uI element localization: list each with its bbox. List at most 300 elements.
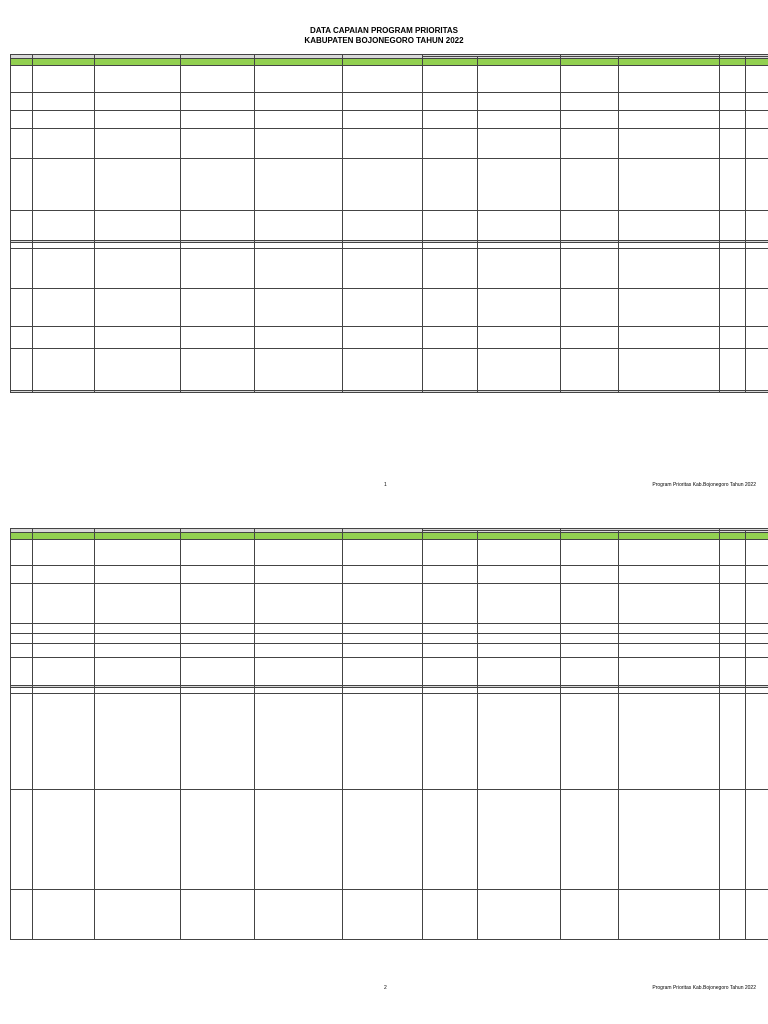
row-kegiatan: [255, 93, 343, 111]
row-kegiatan: [255, 159, 343, 211]
row-prioritas: [95, 129, 181, 159]
row-program: [181, 349, 255, 391]
row-realisasi-volume: [561, 644, 619, 658]
row-realisasi-anggaran: [619, 93, 720, 111]
column-number: [343, 533, 423, 540]
row-program: [181, 694, 255, 790]
row-capaian-anggaran: [746, 658, 768, 686]
row-target-volume: [423, 890, 478, 940]
row-number: [11, 694, 33, 790]
row-capaian-anggaran: [746, 790, 768, 890]
column-number: [11, 533, 33, 540]
subtotal-empty: [11, 391, 33, 393]
column-number: [255, 533, 343, 540]
row-realisasi-anggaran: [619, 349, 720, 391]
column-number: [343, 59, 423, 66]
row-kegiatan: [255, 327, 343, 349]
row-realisasi-anggaran: [619, 249, 720, 289]
row-number: [11, 349, 33, 391]
row-target-volume: [423, 634, 478, 644]
row-opd: [33, 327, 95, 349]
row-realisasi-anggaran: [619, 890, 720, 940]
subtotal-empty: [343, 391, 423, 393]
row-sub-kegiatan: [343, 211, 423, 241]
row-target-anggaran: [478, 111, 561, 129]
row-capaian-kinerja: [720, 566, 746, 584]
table-row: [11, 211, 768, 241]
row-capaian-kinerja: [720, 624, 746, 634]
row-target-anggaran: [478, 890, 561, 940]
subtotal-realisasi-anggaran: [619, 391, 720, 393]
row-prioritas: [95, 634, 181, 644]
row-number: [11, 790, 33, 890]
row-program: [181, 658, 255, 686]
row-opd: [33, 890, 95, 940]
row-target-volume: [423, 540, 478, 566]
row-sub-kegiatan: [343, 540, 423, 566]
column-number: [423, 59, 478, 66]
row-realisasi-volume: [561, 634, 619, 644]
row-program: [181, 93, 255, 111]
row-target-anggaran: [478, 93, 561, 111]
row-opd: [33, 634, 95, 644]
row-target-anggaran: [478, 694, 561, 790]
row-prioritas: [95, 644, 181, 658]
row-sub-kegiatan: [343, 634, 423, 644]
column-number: [181, 533, 255, 540]
row-number: [11, 540, 33, 566]
row-prioritas: [95, 211, 181, 241]
row-sub-kegiatan: [343, 658, 423, 686]
row-capaian-kinerja: [720, 129, 746, 159]
row-realisasi-anggaran: [619, 584, 720, 624]
row-realisasi-anggaran: [619, 129, 720, 159]
page-number: 2: [384, 985, 387, 991]
column-number: [746, 59, 768, 66]
row-program: [181, 890, 255, 940]
row-capaian-anggaran: [746, 624, 768, 634]
table-row: [11, 658, 768, 686]
row-opd: [33, 644, 95, 658]
table-row: [11, 289, 768, 327]
row-capaian-anggaran: [746, 129, 768, 159]
row-opd: [33, 159, 95, 211]
row-number: [11, 890, 33, 940]
row-target-anggaran: [478, 584, 561, 624]
row-capaian-kinerja: [720, 289, 746, 327]
row-target-anggaran: [478, 624, 561, 634]
row-opd: [33, 129, 95, 159]
row-program: [181, 211, 255, 241]
row-kegiatan: [255, 658, 343, 686]
row-target-volume: [423, 66, 478, 93]
row-capaian-kinerja: [720, 249, 746, 289]
row-target-anggaran: [478, 159, 561, 211]
row-realisasi-volume: [561, 890, 619, 940]
row-program: [181, 289, 255, 327]
row-kegiatan: [255, 129, 343, 159]
column-number: [619, 533, 720, 540]
row-realisasi-anggaran: [619, 790, 720, 890]
row-program: [181, 624, 255, 634]
row-capaian-anggaran: [746, 644, 768, 658]
row-realisasi-volume: [561, 694, 619, 790]
table-row: [11, 694, 768, 790]
row-prioritas: [95, 566, 181, 584]
column-number: [181, 59, 255, 66]
table-row: [11, 584, 768, 624]
column-number: [720, 533, 746, 540]
row-opd: [33, 66, 95, 93]
row-target-anggaran: [478, 211, 561, 241]
row-program: [181, 327, 255, 349]
row-realisasi-volume: [561, 349, 619, 391]
row-program: [181, 566, 255, 584]
row-realisasi-volume: [561, 540, 619, 566]
row-opd: [33, 624, 95, 634]
row-realisasi-volume: [561, 211, 619, 241]
row-program: [181, 634, 255, 644]
row-opd: [33, 694, 95, 790]
row-target-anggaran: [478, 566, 561, 584]
row-target-volume: [423, 327, 478, 349]
row-target-volume: [423, 694, 478, 790]
row-target-anggaran: [478, 634, 561, 644]
row-realisasi-volume: [561, 289, 619, 327]
row-capaian-anggaran: [746, 211, 768, 241]
subtotal-empty: [95, 391, 181, 393]
row-realisasi-anggaran: [619, 327, 720, 349]
row-target-volume: [423, 93, 478, 111]
row-opd: [33, 349, 95, 391]
table-row: [11, 66, 768, 93]
row-realisasi-volume: [561, 566, 619, 584]
table-row: [11, 540, 768, 566]
row-realisasi-volume: [561, 93, 619, 111]
row-opd: [33, 584, 95, 624]
row-target-anggaran: [478, 129, 561, 159]
row-target-anggaran: [478, 540, 561, 566]
row-target-anggaran: [478, 349, 561, 391]
subtotal-empty: [561, 391, 619, 393]
row-prioritas: [95, 658, 181, 686]
row-sub-kegiatan: [343, 584, 423, 624]
row-sub-kegiatan: [343, 159, 423, 211]
row-number: [11, 658, 33, 686]
row-capaian-anggaran: [746, 566, 768, 584]
row-target-volume: [423, 658, 478, 686]
row-sub-kegiatan: [343, 694, 423, 790]
row-number: [11, 624, 33, 634]
row-target-anggaran: [478, 66, 561, 93]
row-realisasi-volume: [561, 66, 619, 93]
row-realisasi-volume: [561, 111, 619, 129]
row-program: [181, 790, 255, 890]
row-realisasi-anggaran: [619, 658, 720, 686]
row-sub-kegiatan: [343, 249, 423, 289]
row-prioritas: [95, 66, 181, 93]
row-program: [181, 249, 255, 289]
row-number: [11, 566, 33, 584]
data-table: [10, 528, 768, 940]
column-number: [33, 533, 95, 540]
row-sub-kegiatan: [343, 93, 423, 111]
column-number: [619, 59, 720, 66]
row-capaian-anggaran: [746, 66, 768, 93]
row-capaian-kinerja: [720, 694, 746, 790]
row-opd: [33, 566, 95, 584]
row-capaian-kinerja: [720, 644, 746, 658]
column-number: [561, 59, 619, 66]
row-sub-kegiatan: [343, 790, 423, 890]
row-opd: [33, 249, 95, 289]
subtotal-target-anggaran: [478, 391, 561, 393]
row-prioritas: [95, 159, 181, 211]
row-capaian-kinerja: [720, 211, 746, 241]
subtotal-empty: [255, 391, 343, 393]
row-capaian-kinerja: [720, 93, 746, 111]
row-prioritas: [95, 890, 181, 940]
table-row: [11, 624, 768, 634]
row-opd: [33, 93, 95, 111]
table-row: [11, 644, 768, 658]
row-prioritas: [95, 349, 181, 391]
row-prioritas: [95, 249, 181, 289]
row-kegiatan: [255, 584, 343, 624]
row-target-volume: [423, 566, 478, 584]
row-target-volume: [423, 111, 478, 129]
row-target-anggaran: [478, 327, 561, 349]
column-number: [720, 59, 746, 66]
row-sub-kegiatan: [343, 624, 423, 634]
row-sub-kegiatan: [343, 890, 423, 940]
row-kegiatan: [255, 890, 343, 940]
row-kegiatan: [255, 694, 343, 790]
row-capaian-kinerja: [720, 327, 746, 349]
row-number: [11, 584, 33, 624]
row-number: [11, 249, 33, 289]
row-realisasi-volume: [561, 584, 619, 624]
page-subtitle: KABUPATEN BOJONEGORO TAHUN 2022: [304, 36, 464, 45]
row-kegiatan: [255, 111, 343, 129]
row-realisasi-anggaran: [619, 111, 720, 129]
footer-text: Program Prioritas Kab.Bojonegoro Tahun 2022: [652, 482, 756, 488]
row-capaian-anggaran: [746, 111, 768, 129]
column-number: [95, 59, 181, 66]
row-program: [181, 159, 255, 211]
row-capaian-anggaran: [746, 249, 768, 289]
row-realisasi-anggaran: [619, 644, 720, 658]
row-capaian-anggaran: [746, 159, 768, 211]
row-number: [11, 159, 33, 211]
row-realisasi-anggaran: [619, 289, 720, 327]
row-capaian-kinerja: [720, 584, 746, 624]
column-number: [478, 533, 561, 540]
row-prioritas: [95, 289, 181, 327]
row-capaian-kinerja: [720, 66, 746, 93]
page-title: DATA CAPAIAN PROGRAM PRIORITAS: [310, 26, 458, 35]
row-sub-kegiatan: [343, 289, 423, 327]
row-capaian-anggaran: [746, 349, 768, 391]
row-realisasi-anggaran: [619, 540, 720, 566]
row-prioritas: [95, 540, 181, 566]
subtotal-empty: [181, 391, 255, 393]
row-sub-kegiatan: [343, 644, 423, 658]
row-kegiatan: [255, 790, 343, 890]
row-number: [11, 634, 33, 644]
footer-text: Program Prioritas Kab.Bojonegoro Tahun 2022: [652, 985, 756, 991]
row-capaian-kinerja: [720, 111, 746, 129]
row-opd: [33, 289, 95, 327]
subtotal-kinerja: [720, 391, 746, 393]
row-prioritas: [95, 584, 181, 624]
row-target-anggaran: [478, 790, 561, 890]
row-target-anggaran: [478, 249, 561, 289]
table-row: [11, 634, 768, 644]
row-target-volume: [423, 790, 478, 890]
row-sub-kegiatan: [343, 66, 423, 93]
column-number: [33, 59, 95, 66]
row-target-volume: [423, 159, 478, 211]
row-opd: [33, 211, 95, 241]
document-page-1: [0, 0, 768, 495]
row-kegiatan: [255, 66, 343, 93]
row-target-volume: [423, 584, 478, 624]
row-capaian-anggaran: [746, 93, 768, 111]
row-kegiatan: [255, 289, 343, 327]
column-number: [561, 533, 619, 540]
row-opd: [33, 658, 95, 686]
row-prioritas: [95, 111, 181, 129]
subtotal-row: [11, 391, 768, 393]
row-realisasi-volume: [561, 327, 619, 349]
column-number: [746, 533, 768, 540]
row-number: [11, 644, 33, 658]
row-capaian-anggaran: [746, 584, 768, 624]
row-sub-kegiatan: [343, 327, 423, 349]
row-opd: [33, 790, 95, 890]
table-row: [11, 249, 768, 289]
row-capaian-kinerja: [720, 540, 746, 566]
table-row: [11, 790, 768, 890]
row-kegiatan: [255, 540, 343, 566]
row-sub-kegiatan: [343, 349, 423, 391]
row-number: [11, 211, 33, 241]
row-realisasi-volume: [561, 249, 619, 289]
row-sub-kegiatan: [343, 129, 423, 159]
row-opd: [33, 111, 95, 129]
document-page-2: [0, 498, 768, 1024]
page-number: 1: [384, 482, 387, 488]
row-prioritas: [95, 694, 181, 790]
row-prioritas: [95, 93, 181, 111]
row-number: [11, 327, 33, 349]
row-program: [181, 66, 255, 93]
row-number: [11, 289, 33, 327]
row-realisasi-anggaran: [619, 624, 720, 634]
row-realisasi-volume: [561, 159, 619, 211]
row-realisasi-volume: [561, 790, 619, 890]
table-row: [11, 349, 768, 391]
row-capaian-kinerja: [720, 658, 746, 686]
row-kegiatan: [255, 624, 343, 634]
column-number-row: [11, 59, 768, 66]
row-prioritas: [95, 327, 181, 349]
row-realisasi-anggaran: [619, 634, 720, 644]
row-target-anggaran: [478, 644, 561, 658]
column-number: [11, 59, 33, 66]
column-number: [478, 59, 561, 66]
table-row: [11, 327, 768, 349]
row-program: [181, 584, 255, 624]
row-capaian-kinerja: [720, 790, 746, 890]
row-capaian-anggaran: [746, 327, 768, 349]
row-realisasi-anggaran: [619, 694, 720, 790]
column-number-row: [11, 533, 768, 540]
row-capaian-kinerja: [720, 349, 746, 391]
column-number: [423, 533, 478, 540]
row-kegiatan: [255, 634, 343, 644]
row-target-volume: [423, 289, 478, 327]
row-target-volume: [423, 624, 478, 634]
row-realisasi-volume: [561, 658, 619, 686]
row-program: [181, 540, 255, 566]
data-table: [10, 54, 768, 393]
row-target-volume: [423, 644, 478, 658]
row-capaian-anggaran: [746, 890, 768, 940]
row-kegiatan: [255, 211, 343, 241]
subtotal-anggaran: [746, 391, 768, 393]
row-kegiatan: [255, 644, 343, 658]
row-capaian-anggaran: [746, 540, 768, 566]
table-row: [11, 159, 768, 211]
row-number: [11, 111, 33, 129]
row-target-volume: [423, 129, 478, 159]
subtotal-label: [423, 391, 478, 393]
row-capaian-anggaran: [746, 634, 768, 644]
table-row: [11, 566, 768, 584]
row-capaian-kinerja: [720, 159, 746, 211]
row-prioritas: [95, 624, 181, 634]
row-opd: [33, 540, 95, 566]
row-target-anggaran: [478, 658, 561, 686]
row-sub-kegiatan: [343, 566, 423, 584]
table-row: [11, 890, 768, 940]
row-realisasi-anggaran: [619, 66, 720, 93]
row-target-volume: [423, 349, 478, 391]
row-realisasi-volume: [561, 129, 619, 159]
row-target-volume: [423, 211, 478, 241]
row-kegiatan: [255, 249, 343, 289]
row-number: [11, 129, 33, 159]
row-number: [11, 66, 33, 93]
column-number: [95, 533, 181, 540]
row-capaian-kinerja: [720, 634, 746, 644]
table-row: [11, 111, 768, 129]
table-row: [11, 93, 768, 111]
row-program: [181, 129, 255, 159]
row-sub-kegiatan: [343, 111, 423, 129]
row-capaian-anggaran: [746, 289, 768, 327]
row-prioritas: [95, 790, 181, 890]
row-realisasi-anggaran: [619, 211, 720, 241]
row-capaian-anggaran: [746, 694, 768, 790]
row-target-volume: [423, 249, 478, 289]
row-capaian-kinerja: [720, 890, 746, 940]
column-number: [255, 59, 343, 66]
subtotal-empty: [33, 391, 95, 393]
row-number: [11, 93, 33, 111]
